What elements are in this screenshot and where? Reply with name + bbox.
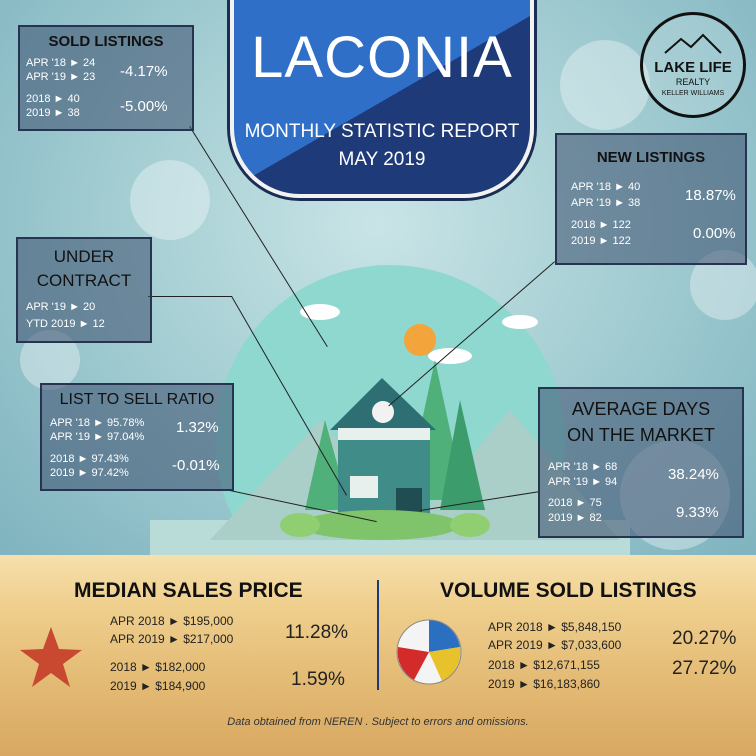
new-row-apr18: APR '18 ► 40: [571, 181, 641, 193]
starfish-icon: [18, 625, 84, 691]
sold-listings-title: SOLD LISTINGS: [48, 33, 164, 50]
average-days-title: AVERAGE DAYS: [571, 399, 711, 419]
volume-row-apr2018: APR 2018 ► $5,848,150: [488, 620, 622, 634]
volume-pct-monthly: 20.27%: [672, 628, 737, 649]
title-banner: [230, 0, 534, 198]
connector-line: [148, 296, 232, 297]
new-listings-panel: [555, 133, 747, 265]
median-sales-title: MEDIAN SALES PRICE: [74, 579, 303, 602]
days-row-2018: 2018 ► 75: [548, 497, 602, 509]
logo-text-lakelife: LAKE LIFE: [654, 59, 732, 76]
days-row-2019: 2019 ► 82: [548, 512, 602, 524]
volume-row-2018: 2018 ► $12,671,155: [488, 658, 600, 672]
report-subtitle: MONTHLY STATISTIC REPORT: [244, 121, 520, 142]
new-pct-ytd: 0.00%: [693, 225, 736, 242]
under-row-ytd: YTD 2019 ► 12: [26, 318, 105, 330]
logo-text-kw: KELLER WILLIAMS: [661, 90, 725, 97]
median-row-2018: 2018 ► $182,000: [110, 660, 206, 674]
section-divider: [377, 580, 379, 690]
median-pct-monthly: 11.28%: [285, 622, 349, 643]
sold-listings-panel: [18, 25, 194, 131]
median-row-apr2019: APR 2019 ► $217,000: [110, 632, 234, 646]
sold-row-2018: 2018 ► 40: [26, 93, 80, 105]
median-row-apr2018: APR 2018 ► $195,000: [110, 614, 234, 628]
bokeh-light: [130, 160, 210, 240]
volume-row-2019: 2019 ► $16,183,860: [488, 677, 600, 691]
volume-row-apr2019: APR 2019 ► $7,033,600: [488, 638, 622, 652]
ratio-pct-ytd: -0.01%: [172, 457, 220, 474]
beach-ball-icon: [394, 617, 464, 687]
page-title: LACONIA: [251, 25, 513, 90]
days-pct-monthly: 38.24%: [668, 466, 719, 483]
list-to-sell-panel: [40, 383, 234, 491]
footer-disclaimer: Data obtained from NEREN . Subject to errors and omissions.: [227, 716, 529, 728]
under-contract-title: UNDER: [53, 247, 115, 266]
new-row-apr19: APR '19 ► 38: [571, 197, 641, 209]
median-pct-ytd: 1.59%: [291, 669, 345, 690]
bokeh-light: [560, 40, 650, 130]
ratio-row-apr18: APR '18 ► 95.78%: [50, 417, 145, 429]
ratio-row-2018: 2018 ► 97.43%: [50, 453, 129, 465]
sold-row-apr18: APR '18 ► 24: [26, 57, 96, 69]
sold-pct-monthly: -4.17%: [120, 63, 168, 80]
median-row-2019: 2019 ► $184,900: [110, 679, 206, 693]
average-days-title-2: ON THE MARKET: [567, 425, 715, 445]
sold-pct-ytd: -5.00%: [120, 98, 168, 115]
list-to-sell-title: LIST TO SELL RATIO: [59, 391, 215, 408]
under-row-apr19: APR '19 ► 20: [26, 301, 96, 313]
ratio-row-2019: 2019 ► 97.42%: [50, 467, 129, 479]
new-listings-title: NEW LISTINGS: [596, 149, 706, 166]
days-row-apr19: APR '19 ► 94: [548, 476, 618, 488]
company-logo: [640, 12, 746, 118]
volume-pct-ytd: 27.72%: [672, 658, 737, 679]
under-contract-panel: [16, 237, 152, 343]
ratio-pct-monthly: 1.32%: [176, 419, 219, 436]
average-days-panel: [538, 387, 744, 538]
sold-row-apr19: APR '19 ► 23: [26, 71, 96, 83]
sold-row-2019: 2019 ► 38: [26, 107, 80, 119]
days-row-apr18: APR '18 ► 68: [548, 461, 618, 473]
sun-icon: [404, 324, 436, 356]
new-row-2018: 2018 ► 122: [571, 219, 631, 231]
new-row-2019: 2019 ► 122: [571, 235, 631, 247]
logo-text-realty: REALTY: [675, 77, 711, 87]
mountain-icon: [663, 33, 723, 55]
days-pct-ytd: 9.33%: [676, 504, 719, 521]
new-pct-monthly: 18.87%: [685, 187, 736, 204]
report-date: MAY 2019: [338, 149, 426, 170]
ratio-row-apr19: APR '19 ► 97.04%: [50, 431, 145, 443]
under-contract-title-2: CONTRACT: [36, 271, 132, 290]
volume-sold-title: VOLUME SOLD LISTINGS: [440, 579, 697, 602]
